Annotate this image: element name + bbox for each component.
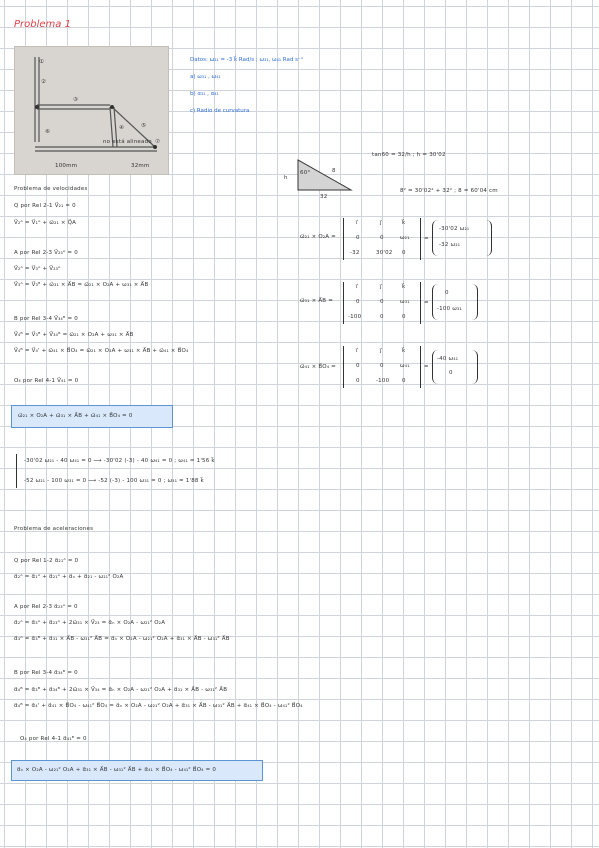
res1-cell: -32 ω₂₁ xyxy=(439,242,461,248)
vel-boxed-text: ω⃗₂₁ × O₂A + ω⃗₃₁ × A⃗B + ω⃗₄₁ × B⃗O₄ = 0 xyxy=(18,413,133,419)
m3-cell: 0 xyxy=(380,363,384,369)
m3-cell: 0 xyxy=(356,363,360,369)
acc-o-line: O₄ por Rel 4-1 α⃗₄₁ᴮ = 0 xyxy=(20,736,87,742)
matrix3-label: ω⃗₄₁ × B⃗O₄ = xyxy=(300,364,336,370)
m2-cell: i⃗ xyxy=(356,284,358,290)
m3-cell: -100 xyxy=(376,378,390,384)
acc-boxed-equation xyxy=(11,760,263,781)
m3-cell: k⃗ xyxy=(402,348,406,354)
triangle-base: 32 xyxy=(320,194,328,200)
matrix2-label: ω⃗₃₁ × A⃗B = xyxy=(300,298,334,304)
vel-b-line: B por Rel 3-4 V⃗₃₄ᴮ = 0 xyxy=(14,316,78,322)
data-item-b: b) α₃₁ , α₄₁ xyxy=(190,91,219,97)
res1-cell: -30'02 ω₂₁ xyxy=(439,226,470,232)
vel-q-eq: V⃗₂ᴬ = V⃗₁ᴬ + ω⃗₂₁ × Q⃗A xyxy=(14,220,77,226)
res2-cell: 0 xyxy=(445,290,449,296)
acc-a-eq1: α⃗₂ᴬ = α⃗₃ᴬ + α⃗₂₃ᴬ + 2ω⃗₃₁ × V⃗₂₃ = α⃗ₙ × O₂A - ω₂₁² O₂A xyxy=(14,620,166,626)
res3-cell: 0 xyxy=(449,370,453,376)
m2-cell: 0 xyxy=(402,314,406,320)
photo-label: ① xyxy=(39,59,45,65)
m1-cell: i⃗ xyxy=(356,220,358,226)
m2-cell: 0 xyxy=(380,314,384,320)
vel-a-eq2: V⃗₃ᴬ = V⃗₃ᴮ + ω⃗₃₁ × A⃗B = ω⃗₂₁ × O₂A + ω₃₁ × A⃗B xyxy=(14,282,149,288)
acc-b-eq2: α⃗₄ᴮ = α⃗₄' + α⃗₄₁ × B⃗O₄ - ω₄₁² B⃗O₄ = α⃗ₙ × O₂A - ω₂₁² O₂A + α⃗₃₁ × A⃗B - ω₃₁² A⃗B + α⃗₄₁ × B⃗O₄ - ω₄₁² B⃗O₄ xyxy=(14,703,303,709)
system-eq2: -52 ω₂₁ - 100 ω₃₁ = 0 ⟶ -52 (-3) - 100 ω₃₁ = 0 ; ω₃₁ = 1'88 k⃗ xyxy=(24,478,204,484)
photo-label: ④ xyxy=(119,125,125,131)
m2-cell: 0 xyxy=(380,299,384,305)
photo-label: ⑦ xyxy=(155,139,161,145)
m2-cell: j⃗ xyxy=(380,284,382,290)
triangle-hyp: 8 xyxy=(332,168,336,174)
matrix1 xyxy=(343,218,421,260)
m3-cell: j⃗ xyxy=(380,348,382,354)
result2 xyxy=(432,284,478,320)
m3-cell: i⃗ xyxy=(356,348,358,354)
m3-cell: 0 xyxy=(402,378,406,384)
vel-o-line: O₄ por Rel 4-1 V⃗₄₁ = 0 xyxy=(14,378,79,384)
m3-cell: 0 xyxy=(356,378,360,384)
acc-b-line: B por Rel 3-4 α⃗₃₄ᴮ = 0 xyxy=(14,670,78,676)
photo-label: ② xyxy=(41,79,47,85)
acc-a-eq2: α⃗₃ᴬ = α⃗₃ᴮ + α⃗₃₁ × A⃗B - ω₃₁² A⃗B = α⃗ₙ × O₂A - ω₂₁² O₂A + α⃗₃₁ × A⃗B - ω₃₁² A⃗B xyxy=(14,636,230,642)
m1-cell: k⃗ xyxy=(402,220,406,226)
res3-cell: -40 ω₄₁ xyxy=(437,356,459,362)
result1 xyxy=(432,220,492,256)
equals: = xyxy=(424,364,429,370)
velocities-heading: Problema de velocidades xyxy=(14,186,88,192)
vel-b-eq1: V⃗₄ᴮ = V⃗₃ᴮ + V⃗₃₄ᴮ = ω⃗₂₁ × O₂A + ω₃₁ × A⃗B xyxy=(14,332,134,338)
m1-cell: -32 xyxy=(350,250,360,256)
data-line: Datos: ω₂₁ = -3 k⃗ Rad/s ; ω₃₁, ω₄₁ Rad s⁻¹ xyxy=(190,57,304,63)
photo-caption: no está alineado xyxy=(103,139,152,145)
matrix2 xyxy=(343,282,421,324)
triangle-diagram xyxy=(293,157,355,199)
acc-boxed-text: α⃗ₙ × O₂A - ω₂₁² O₂A + α⃗₃₁ × A⃗B - ω₃₁² A⃗B + α⃗₄₁ × B⃗O₄ - ω₄₁² B⃗O₄ = 0 xyxy=(17,767,217,773)
vel-q-line: Q por Rel 2-1 V⃗₂₁ = 0 xyxy=(14,203,76,209)
acc-a-line: A por Rel 2-3 α⃗₂₃ᴬ = 0 xyxy=(14,604,78,610)
m3-cell: ω₄₁ xyxy=(400,363,410,369)
vel-a-eq1: V⃗₂ᴬ = V⃗₃ᴬ + V⃗₂₃ᴬ xyxy=(14,266,61,272)
m1-cell: 0 xyxy=(402,250,406,256)
radius-equation: 8² = 30'02² + 32² ; 8 = 60'04 cm xyxy=(400,188,498,194)
system-eq1: -30'02 ω₂₁ - 40 ω₄₁ = 0 ⟶ -30'02 (-3) - 40 ω₄₁ = 0 ; ω₄₁ = 1'56 k⃗ xyxy=(24,458,215,464)
m2-cell: ω₃₁ xyxy=(400,299,410,305)
m1-cell: 0 xyxy=(356,235,360,241)
data-item-a: a) ω₃₁ , ω₄₁ xyxy=(190,74,221,80)
photo-dim: 100mm xyxy=(55,163,78,169)
acc-b-eq1: α⃗₄ᴮ = α⃗₃ᴮ + α⃗₃₄ᴮ + 2ω⃗₃₁ × V⃗₃₄ = α⃗ₙ × O₂A - ω₂₁² O₂A + α⃗₃₁ × A⃗B - ω₃₁² A⃗B xyxy=(14,687,228,693)
matrix3 xyxy=(343,346,421,388)
m2-cell: 0 xyxy=(356,299,360,305)
m1-cell: j⃗ xyxy=(380,220,382,226)
data-item-c: c) Radio de curvatura xyxy=(190,108,250,114)
acc-q-eq: α⃗₂ᴬ = α⃗₁ᴬ + α⃗₂₁ᴬ + α⃗ₙ + α⃗₂₁ - ω₂₁² O₂A xyxy=(14,574,124,580)
equals: = xyxy=(424,236,429,242)
page-title: Problema 1 xyxy=(14,19,71,30)
m1-cell: 0 xyxy=(380,235,384,241)
equals: = xyxy=(424,300,429,306)
accelerations-heading: Problema de aceleraciones xyxy=(14,526,94,532)
vel-b-eq2: V⃗₄ᴮ = V⃗₄' + ω⃗₄₁ × B⃗O₄ = ω⃗₂₁ × O₂A + ω₃₁ × A⃗B + ω⃗₄₁ × B⃗O₄ xyxy=(14,348,189,354)
triangle-h: h xyxy=(284,175,288,181)
matrix1-label: ω⃗₂₁ × O₂A = xyxy=(300,234,336,240)
result3 xyxy=(432,350,478,384)
photo-label: ⑥ xyxy=(45,129,51,135)
photo-label: ③ xyxy=(73,97,79,103)
m2-cell: -100 xyxy=(348,314,362,320)
mechanism-photo xyxy=(14,46,169,175)
system-bracket xyxy=(16,454,17,488)
photo-label: ⑤ xyxy=(141,123,147,129)
mechanism-sketch xyxy=(15,47,168,174)
m2-cell: k⃗ xyxy=(402,284,406,290)
m1-cell: ω₂₁ xyxy=(400,235,410,241)
vel-a-line: A por Rel 2-3 V⃗₂₃ᴬ = 0 xyxy=(14,250,78,256)
m1-cell: 30'02 xyxy=(376,250,393,256)
tan-equation: tan60 = 32/h ; h = 30'02 xyxy=(372,152,446,158)
acc-q-line: Q por Rel 1-2 α⃗₂₁ᴬ = 0 xyxy=(14,558,79,564)
res2-cell: -100 ω₃₁ xyxy=(437,306,462,312)
photo-dim: 32mm xyxy=(131,163,150,169)
triangle-angle: 60° xyxy=(300,170,311,176)
vel-boxed-equation xyxy=(11,405,173,428)
